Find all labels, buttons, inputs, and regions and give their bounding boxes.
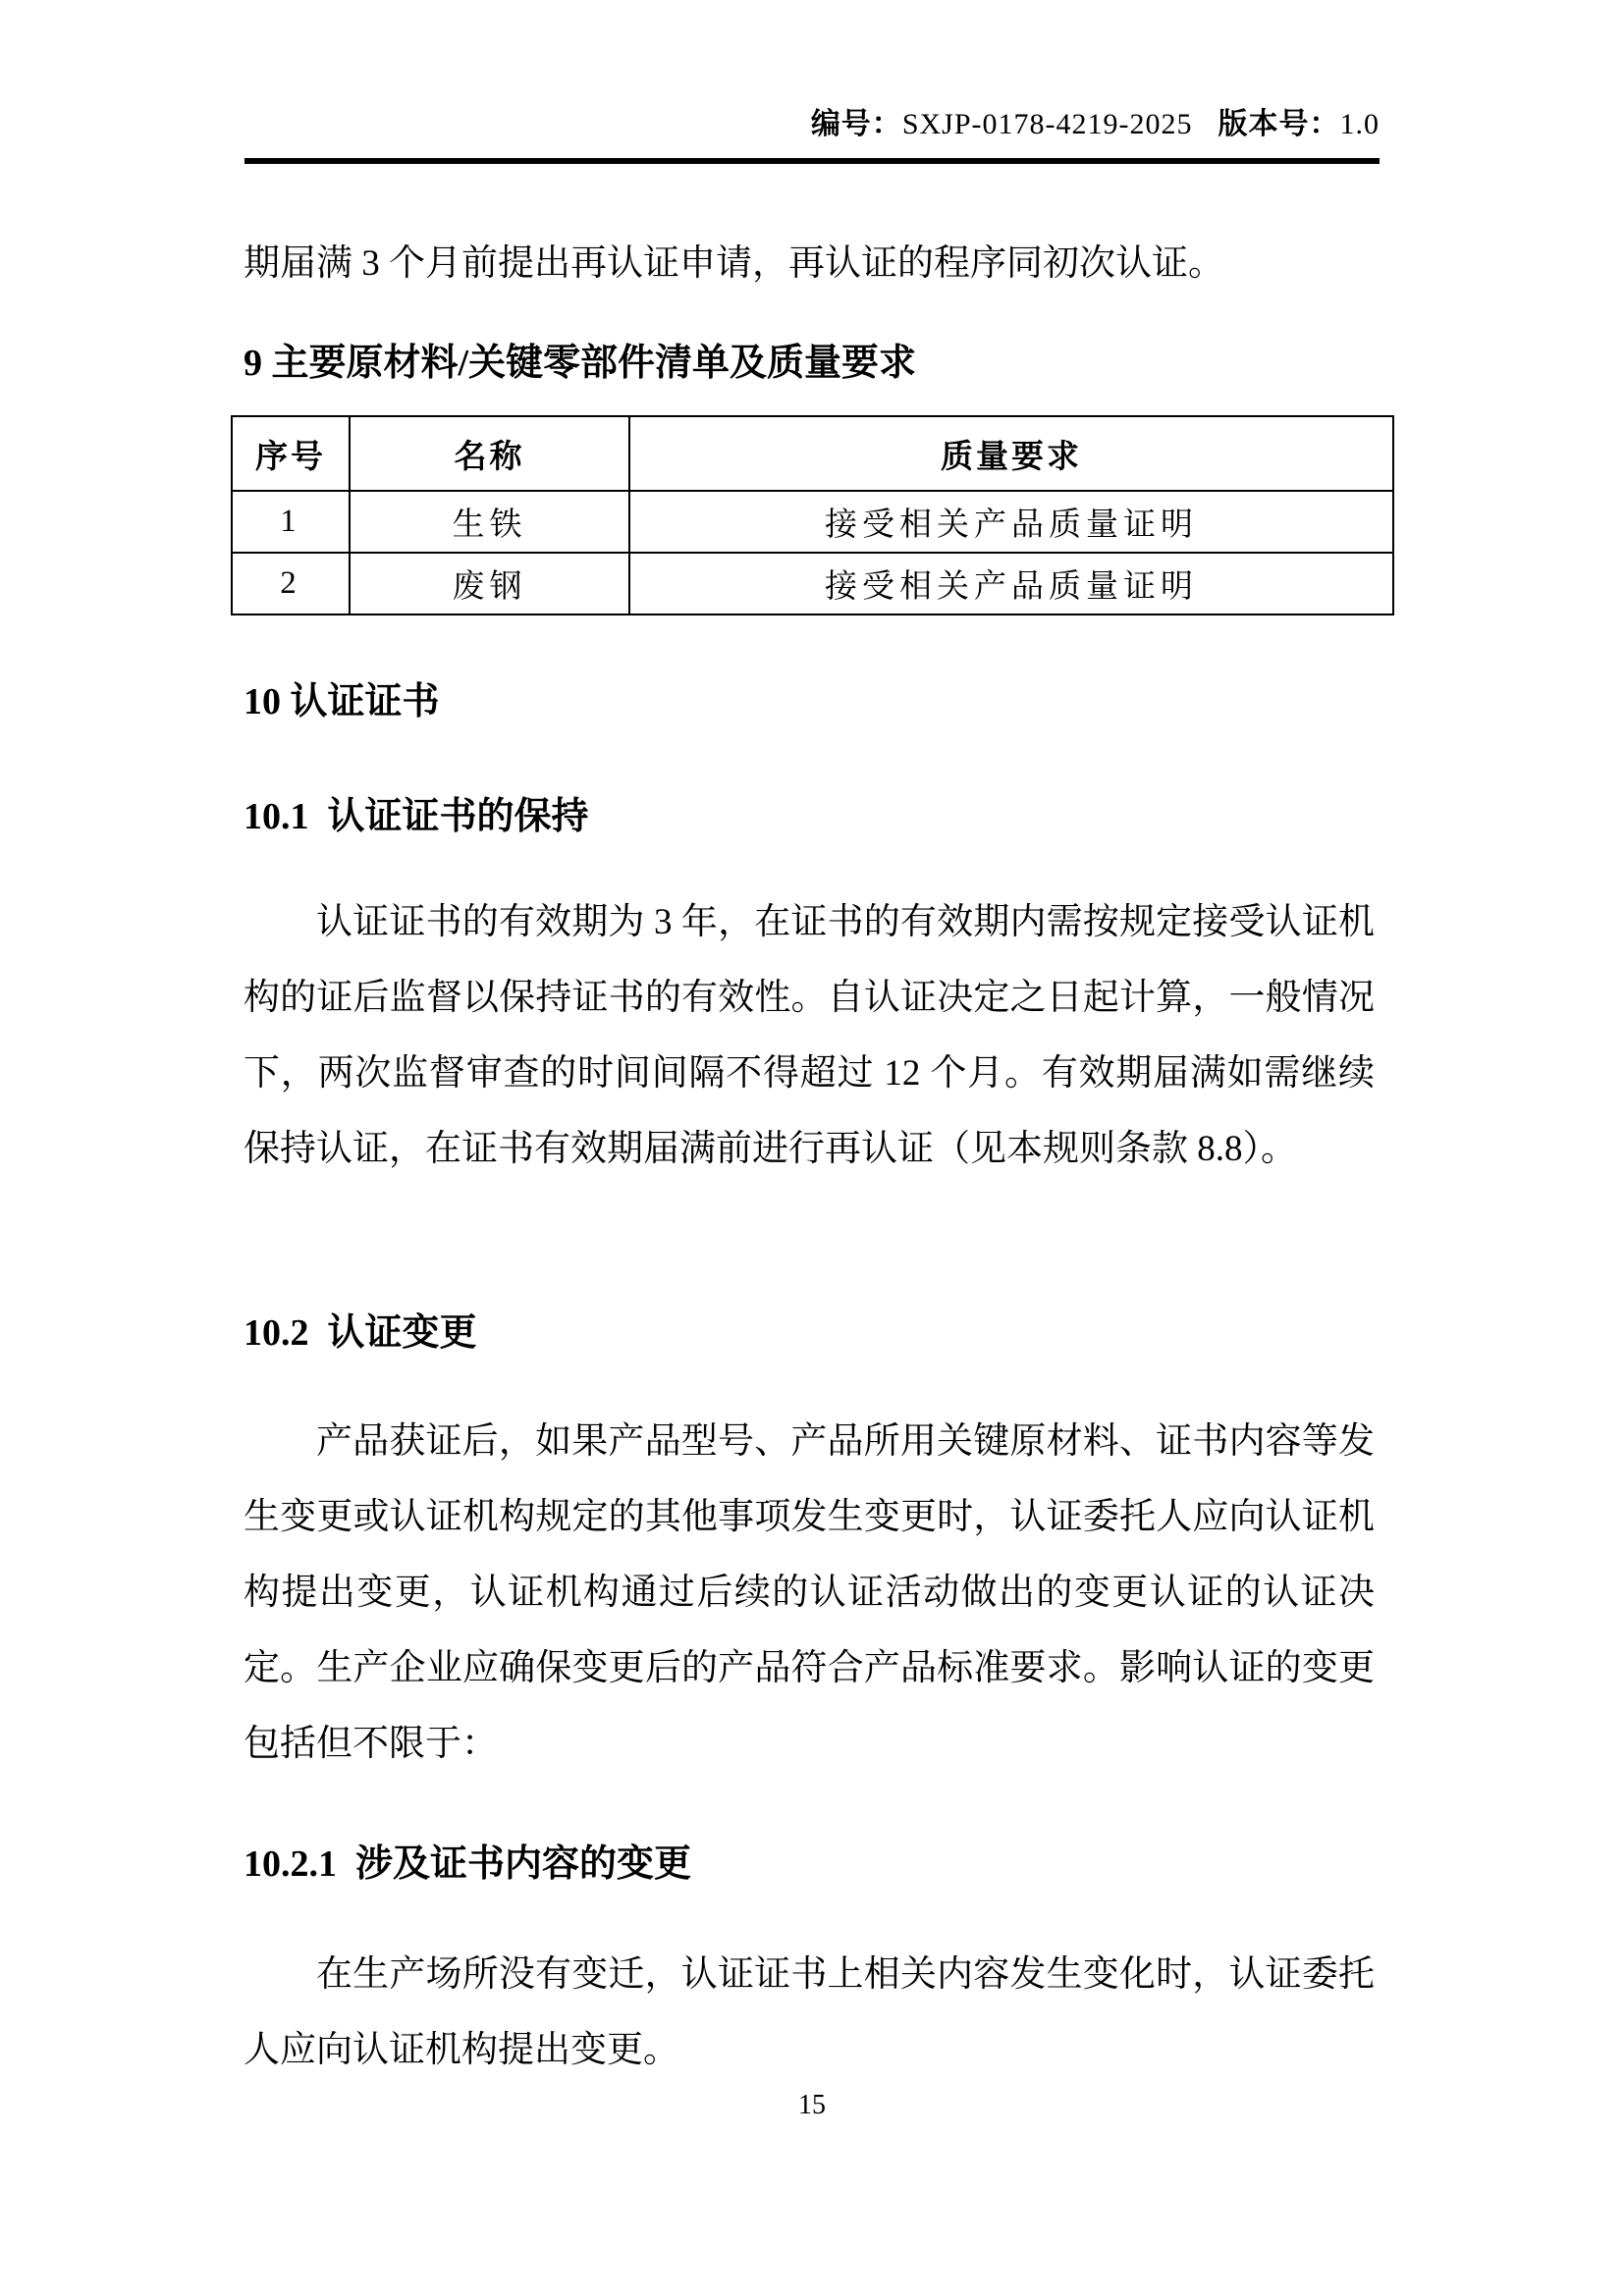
version-value: 1.0 [1339,108,1380,140]
section-10-heading: 10 认证证书 [244,681,440,722]
section-10-2-1-paragraph: 在生产场所没有变迁，认证证书上相关内容发生变化时，认证委托人应向认证机构提出变更。 [244,1954,1375,2070]
section-10-2-1-heading: 10.2.1 涉及证书内容的变更 [244,1843,692,1885]
table-row [232,553,1393,614]
section-10-1-paragraph: 认证证书的有效期为 3 年，在证书的有效期内需按规定接受认证机构的证后监督以保持证书的有效性。自认证决定之日起计算，一般情况下，两次监督审查的时间间隔不得超过 12 个月。有效期届满如需继续保持认证，在证书有效期届满前进行再认证（见本规则条款 8.8）。 [244,902,1375,1169]
doc-number-label: 编号： [810,108,902,140]
doc-number-value: SXJP-0178-4219-2025 [901,108,1193,140]
page-header [811,108,1380,141]
table-cell-name: 生铁 [350,491,629,553]
materials-table [231,415,1394,615]
section-10-2-heading: 10.2 认证变更 [244,1312,477,1354]
table-cell-name: 废钢 [350,553,629,614]
table-cell-index: 1 [232,491,350,553]
header-rule [244,158,1380,164]
table-header-cell-index: 序号 [232,416,350,491]
section-9-heading: 9 主要原材料/关键零部件清单及质量要求 [244,343,917,384]
section-10-1-heading: 10.1 认证证书的保持 [244,796,589,837]
version-label: 版本号： [1218,108,1340,140]
page-number: 15 [798,2090,826,2120]
intro-paragraph: 期届满 3 个月前提出再认证申请，再认证的程序同初次认证。 [244,243,1224,284]
table-header-cell-name: 名称 [350,416,629,491]
table-cell-requirement: 接受相关产品质量证明 [629,553,1393,614]
table-cell-requirement: 接受相关产品质量证明 [629,491,1393,553]
table-cell-index: 2 [232,553,350,614]
table-header-row [232,416,1393,491]
section-10-2-paragraph: 产品获证后，如果产品型号、产品所用关键原材料、证书内容等发生变更或认证机构规定的其他事项发生变更时，认证委托人应向认证机构提出变更，认证机构通过后续的认证活动做出的变更认证的认证决定。生产企业应确保变更后的产品符合产品标准要求。影响认证的变更包括但不限于： [244,1421,1375,1764]
table-row [232,491,1393,553]
table-header-cell-requirement: 质量要求 [629,416,1393,491]
